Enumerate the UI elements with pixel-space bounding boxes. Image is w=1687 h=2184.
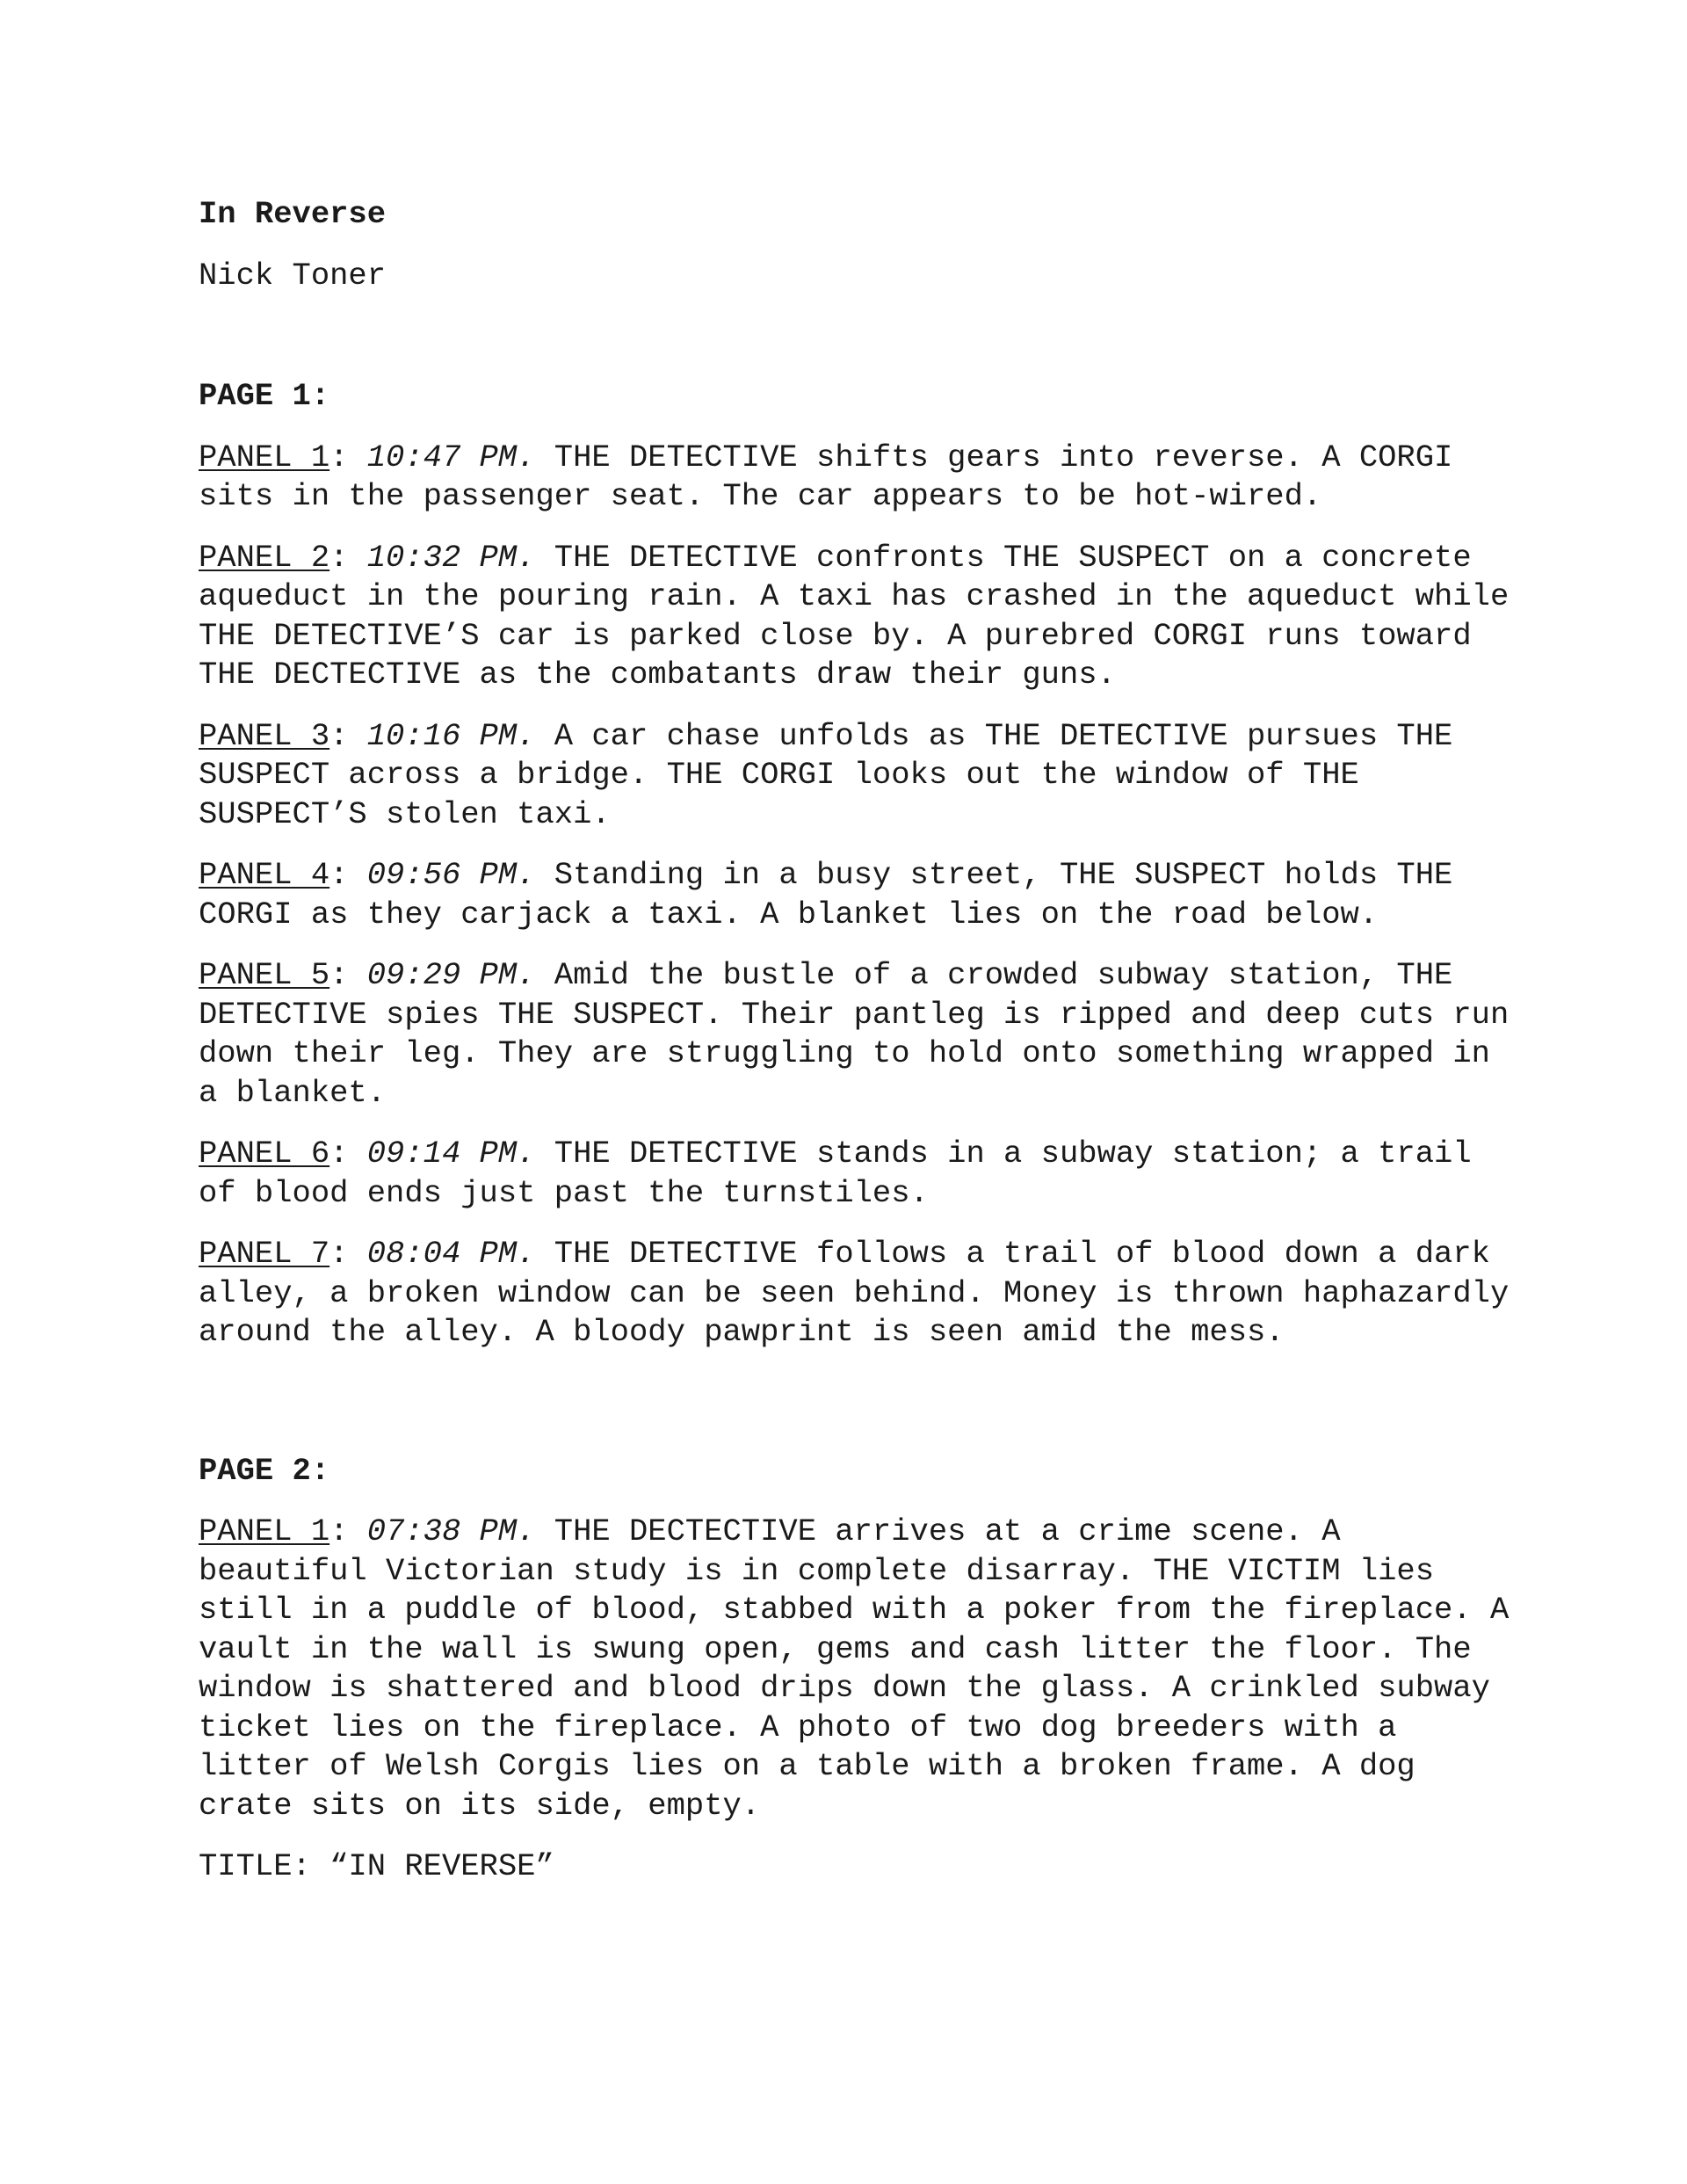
panel-description: Amid the bustle of a crowded subway station, THE DETECTIVE spies THE SUSPECT. Their pantleg is ripped and deep cuts run down their leg. They are struggling to hold onto something wrapped in a blanket.: [199, 957, 1510, 1111]
panel-description: THE DETECTIVE shifts gears into reverse. A CORGI sits in the passenger seat. The car appears to be hot-wired.: [199, 439, 1453, 514]
panel-entry: PANEL 4: 09:56 PM. Standing in a busy street, THE SUSPECT holds THE CORGI as they carjack a taxi. A blanket lies on the road below.: [199, 857, 1453, 932]
closing-title-line: TITLE: “IN REVERSE”: [199, 1848, 554, 1884]
panel-description: THE DETECTIVE stands in a subway station; a trail of blood ends just past the turnstiles.: [199, 1136, 1472, 1211]
panel-label: PANEL 4: [199, 857, 330, 893]
script-title: In Reverse: [199, 196, 387, 232]
author-name: Nick Toner: [199, 257, 387, 294]
panel-description: Standing in a busy street, THE SUSPECT holds THE CORGI as they carjack a taxi. A blanket lies on the road below.: [199, 857, 1453, 932]
panel-label: PANEL 5: [199, 957, 330, 993]
panel-label: PANEL 1: [199, 1513, 330, 1549]
panel-entry: PANEL 2: 10:32 PM. THE DETECTIVE confronts THE SUSPECT on a concrete aqueduct in the pouring rain. A taxi has crashed in the aqueduct while THE DETECTIVE’S car is parked close by. A purebred CORGI runs toward THE DECTECTIVE as the combatants draw their guns.: [199, 539, 1510, 693]
page-heading-1: PAGE 1:: [199, 378, 330, 414]
panel-label: PANEL 7: [199, 1236, 330, 1272]
page-heading-2: PAGE 2:: [199, 1452, 330, 1489]
panel-time: 09:56 PM.: [366, 857, 536, 893]
script-page: [199, 195, 1517, 1887]
panel-entry: PANEL 1: 07:38 PM. THE DECTECTIVE arrives at a crime scene. A beautiful Victorian study is in complete disarray. THE VICTIM lies still in a puddle of blood, stabbed with a poker from the fireplace. A vault in the wall is swung open, gems and cash litter the floor. The window is shattered and blood drips down the glass. A crinkled subway ticket lies on the fireplace. A photo of two dog breeders with a litter of Welsh Corgis lies on a table with a broken frame. A dog crate sits on its side, empty.: [199, 1513, 1510, 1824]
panel-description: THE DECTECTIVE arrives at a crime scene. A beautiful Victorian study is in complete disarray. THE VICTIM lies still in a puddle of blood, stabbed with a poker from the fireplace. A vault in the wall is swung open, gems and cash litter the floor. The window is shattered and blood drips down the glass. A crinkled subway ticket lies on the fireplace. A photo of two dog breeders with a litter of Welsh Corgis lies on a table with a broken frame. A dog crate sits on its side, empty.: [199, 1513, 1510, 1824]
panel-label: PANEL 2: [199, 539, 330, 576]
panel-label: PANEL 6: [199, 1136, 330, 1172]
panel-label: PANEL 3: [199, 717, 330, 754]
panel-time: 07:38 PM.: [366, 1513, 536, 1549]
panel-entry: PANEL 7: 08:04 PM. THE DETECTIVE follows a trail of blood down a dark alley, a broken window can be seen behind. Money is thrown haphazardly around the alley. A bloody pawprint is seen amid the mess.: [199, 1236, 1510, 1350]
panel-time: 10:16 PM.: [366, 717, 536, 754]
panel-description: A car chase unfolds as THE DETECTIVE pursues THE SUSPECT across a bridge. THE CORGI looks out the window of THE SUSPECT’S stolen taxi.: [199, 717, 1453, 832]
panel-label: PANEL 1: [199, 439, 330, 475]
panel-entry: PANEL 5: 09:29 PM. Amid the bustle of a crowded subway station, THE DETECTIVE spies THE SUSPECT. Their pantleg is ripped and deep cuts run down their leg. They are struggling to hold onto something wrapped in a blanket.: [199, 957, 1510, 1111]
panel-entry: PANEL 6: 09:14 PM. THE DETECTIVE stands in a subway station; a trail of blood ends just past the turnstiles.: [199, 1136, 1472, 1211]
panel-time: 09:14 PM.: [366, 1136, 536, 1172]
panel-time: 08:04 PM.: [366, 1236, 536, 1272]
panel-description: THE DETECTIVE follows a trail of blood down a dark alley, a broken window can be seen behind. Money is thrown haphazardly around the alley. A bloody pawprint is seen amid the mess.: [199, 1236, 1510, 1350]
panel-time: 10:32 PM.: [366, 539, 536, 576]
panel-description: THE DETECTIVE confronts THE SUSPECT on a concrete aqueduct in the pouring rain. A taxi has crashed in the aqueduct while THE DETECTIVE’S car is parked close by. A purebred CORGI runs toward THE DECTECTIVE as the combatants draw their guns.: [199, 539, 1510, 693]
panel-time: 09:29 PM.: [366, 957, 536, 993]
panel-entry: PANEL 1: 10:47 PM. THE DETECTIVE shifts gears into reverse. A CORGI sits in the passenger seat. The car appears to be hot-wired.: [199, 439, 1453, 514]
panel-entry: PANEL 3: 10:16 PM. A car chase unfolds as THE DETECTIVE pursues THE SUSPECT across a bridge. THE CORGI looks out the window of THE SUSPECT’S stolen taxi.: [199, 717, 1453, 832]
panel-time: 10:47 PM.: [366, 439, 536, 475]
